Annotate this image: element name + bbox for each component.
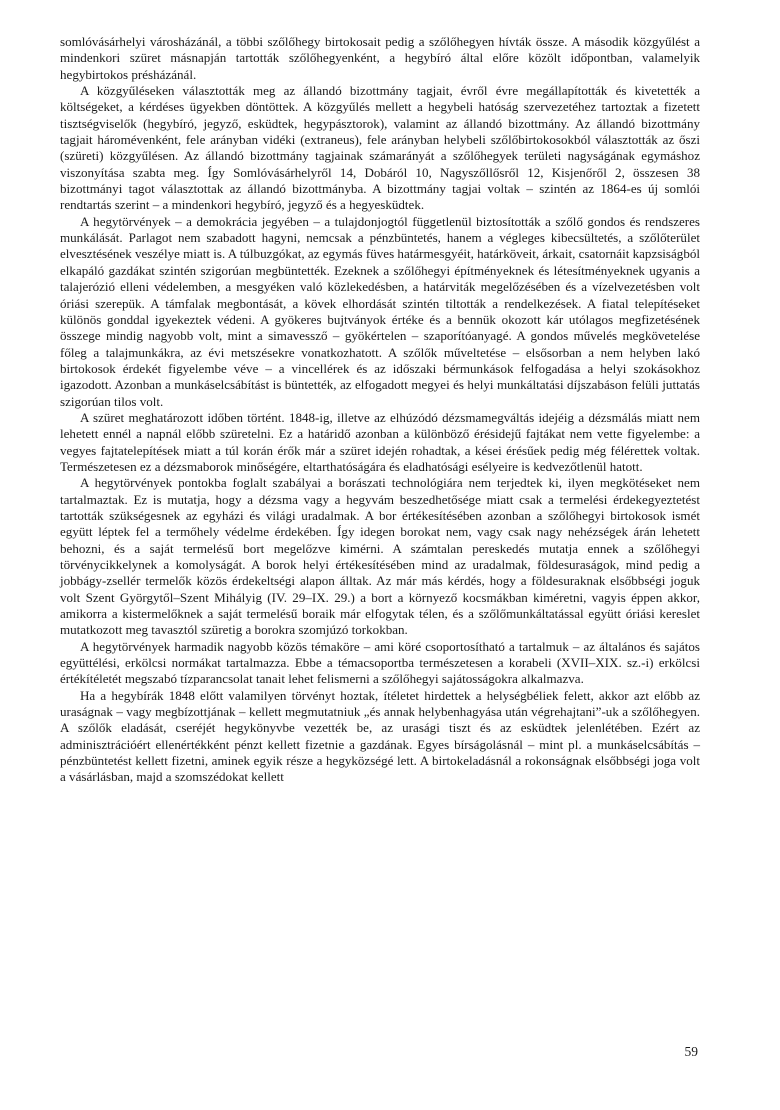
paragraph-6: A hegytörvények harmadik nagyobb közös témaköre – ami köré csoportosítható a tartalmuk – az általános és sajátos együttélési, erkölcsi normákat tartalmazza. Ebbe a témacsoportba természetesen a korabeli (XVII–XIX. sz.-i) erkölcsi értékítéletét megszabó tízparancsolat tanait lehet felismerni a szőlőhegyi sajátosságokra alkalmazva. bbox=[60, 638, 700, 687]
paragraph-5: A hegytörvények pontokba foglalt szabályai a borászati technológiára nem terjedtek ki, ilyen megkötéseket nem tartalmaztak. Ez is mutatja, hogy a dézsma vagy a hegyvám beszedhetősége miatt csak a termelési érdekegyeztetést tartották szükségesnek az egyházi és világi uradalmak. A bor értékesítésében azonban a szőlőhegyi birtokosok ismét együtt léptek fel a termőhely védelme érdekében. Így idegen borokat nem, vagy csak nagy nehézségek árán lehetett behozni, és a saját termelésű bort megelőzve kimérni. A számtalan pereskedés mutatja ennek a szőlőhegyi törvénycikkelynek a komolyságát. A borok helyi értékesítésében mind az uradalmak, földesuraságok, mind pedig a jobbágy-zsellér termelők közös érdekeltségi alapon álltak. Az már más kérdés, hogy a földesuraknak elsőbbségi joguk volt Szent Györgytől–Szent Mihályig (IV. 29–IX. 29.) a bort a környező kocsmákban kiméretni, vagyis éppen akkor, amikorra a kistermelőknek a saját termelésű boraik már elfogytak télen, és a szőlőmunkáltatással együtt óriási kereslet mutatkozott meg tavasztól szüretig a borokra szomjúzó torkokban. bbox=[60, 475, 700, 638]
paragraph-2: A közgyűléseken választották meg az állandó bizottmány tagjait, évről évre megállapították és kivetették a költségeket, a kérdéses ügyekben döntöttek. A közgyűlés mellett a hegybeli hatóság szervezetéhez tartoztak a fizetett tisztségviselők (hegybíró, jegyző, esküdtek, hegypásztorok), valamint az állandó bizottmány. Az állandó bizottmány tagjait háromévenként, fele arányban vidéki (extraneus), fele arányban helybeli szőlőbirtokosokból választották az őszi (szüreti) közgyűlésen. Az állandó bizottmány tagjainak számarányát a szőlőhegyek területi nagyságának egymáshoz viszonyítása szabta meg. Így Somlóvásárhelyről 14, Dobáról 10, Nagyszőllősről 12, Kisjenőről 2, összesen 38 bizottmányi tagot választottak az állandó bizottmányba. A bizottmány tagjai voltak – szintén az 1864-es új somlói rendtartás szerint – a mindenkori hegybíró, jegyző és a hegyesküdtek. bbox=[60, 83, 700, 213]
page-number: 59 bbox=[684, 1044, 698, 1059]
paragraph-4: A szüret meghatározott időben történt. 1848-ig, illetve az elhúzódó dézsmamegváltás idejéig a dézsmálás miatt nem lehetett ennél a napnál előbb szüretelni. Ez a határidő azonban a különböző érésidejű fajtákat nem vette figyelembe: a vegyes fajtatelepítések miatt a túl korán érők már a szüret idején rohadtak, a kései érésűek pedig még félérettek voltak. Természetesen ez a dézsmaborok minőségére, eltarthatóságára és eladhatósági esélyeire is kedvezőtlenül hatott. bbox=[60, 409, 700, 474]
paragraph-1: somlóvásárhelyi városházánál, a többi szőlőhegy birtokosait pedig a szőlőhegyen hívták össze. A második közgyűlést a mindenkori szüret másnapján tartották szőlőhegyenként, a hegybíró által előre közölt időpontban, valamelyik hegybirtokos présházánál. bbox=[60, 34, 700, 82]
paragraph-7: Ha a hegybírák 1848 előtt valamilyen törvényt hoztak, ítéletet hirdettek a helységbéliek felett, akkor azt előbb az uraságnak – vagy megbízottjának – kellett megmutatniuk „és annak helybenhagyása után végrehajtani”-uk a szőlőhegyen. A szőlők eladását, cseréjét hegykönyvbe vezették be, az urasági tiszt és az esküdtek jelenlétében. Ezért az adminisztrációért ellenértékként pénzt kellett fizetnie a gazdának. Egyes bírságolásnál – mint pl. a munkáselcsábítás – pénzbüntetést kellett fizetni, aminek egyik része a hegyközségé lett. A birtokeladásnál a rokonságnak elsőbbségi joga volt a vásárlásban, majd a szomszédokat kellett bbox=[60, 687, 700, 785]
page-body bbox=[60, 34, 700, 1074]
paragraph-3: A hegytörvények – a demokrácia jegyében – a tulajdonjogtól függetlenül biztosították a szőlő gondos és rendszeres munkálását. Parlagot nem szabadott hagyni, nemcsak a pénzbüntetés, hanem a végleges kibecsültetés, a szőlőterület elvesztésének veszélye miatt is. A túlbuzgókat, az egymás füves határmesgyéit, határköveit, árkait, csatornáit kapzsiságból elkapáló gazdákat szintén szigorúan megbüntették. Ezeknek a szőlőhegyi építményeknek és létesítményeknek ugyanis a talajerózió elleni védelemben, a mesgyéken való közlekedésben, a határviták megelőzésében és a vízelvezetésben volt óriási szerepük. A támfalak megbontását, a kövek elhordását szintén tiltották a rendelkezések. A fiatal telepítéseket különös gonddal igyekeztek védeni. A gyökeres bujtványok értéke és a bennük okozott kár utólagos megfizetésének összege mindig nagyobb volt, mint a simavessző – gyökértelen – szaporítóanyagé. A gondos művelés megkövetelése főleg a talajmunkákra, az évi metszésekre vonatkozhatott. A szőlők műveltetése – elsősorban a nem helyben lakó birtokosok érdekét figyelembe véve – a vincellérek és az időszaki bérmunkások felfogadása a helyi szokásokhoz igazodott. Azonban a munkáselcsábítást is büntették, az elfogadott megyei és helyi munkáltatási díjszabáson felüli juttatás szigorúan tilos volt. bbox=[60, 213, 700, 409]
